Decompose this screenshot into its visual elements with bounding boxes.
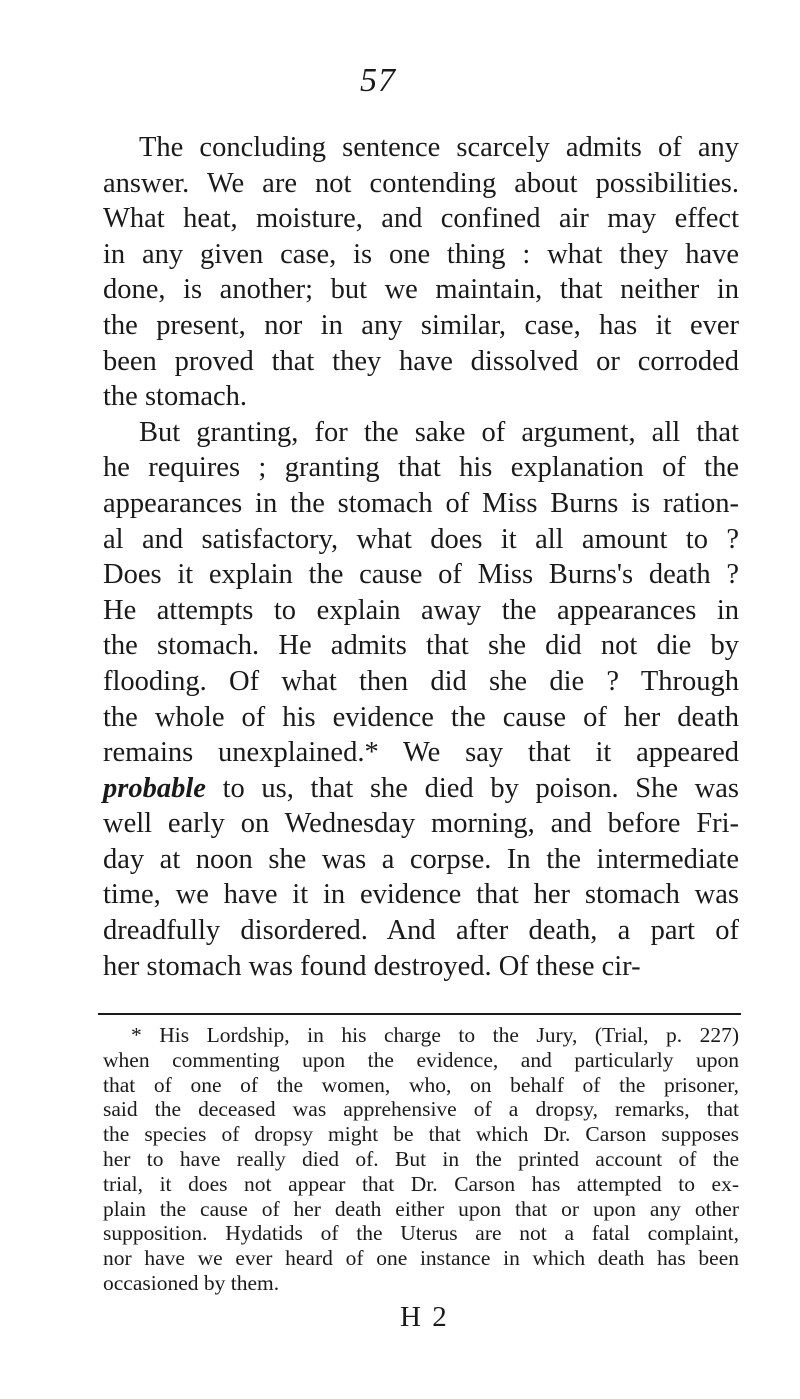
body-line: done, is another; but we maintain, that neither in (103, 274, 739, 306)
body-line: remains unexplained.* We say that it appeared (103, 737, 739, 769)
page-number: 57 (360, 62, 396, 99)
body-line: time, we have it in evidence that her stomach was (103, 879, 739, 911)
body-line: the present, nor in any similar, case, has it ever (103, 309, 739, 341)
body-text (103, 130, 739, 984)
body-line: day at noon she was a corpse. In the intermediate (103, 843, 739, 875)
body-line: her stomach was found destroyed. Of these cir- (103, 950, 641, 982)
footnote-divider (98, 1013, 741, 1015)
body-line: been proved that they have dissolved or corroded (103, 345, 739, 377)
body-line: What heat, moisture, and confined air may effect (103, 203, 739, 235)
body-line: well early on Wednesday morning, and before Fri- (103, 808, 739, 840)
body-line: But granting, for the sake of argument, all that (139, 416, 739, 448)
footnote-line: that of one of the women, who, on behalf of the prisoner, (103, 1072, 739, 1097)
footnote-line: the species of dropsy might be that which Dr. Carson supposes (103, 1122, 739, 1147)
emphasis-probable: probable (103, 772, 206, 804)
body-line: The concluding sentence scarcely admits of any (139, 132, 739, 163)
body-line: he requires ; granting that his explanation of the (103, 452, 739, 484)
body-line: in any given case, is one thing : what they have (103, 238, 739, 270)
signature-mark: H 2 (400, 1301, 449, 1333)
footnote-line: her to have really died of. But in the printed account of the (103, 1146, 739, 1171)
footnote-line: occasioned by them. (103, 1270, 280, 1295)
body-line: al and satisfactory, what does it all amount to ? (103, 523, 739, 555)
footnote-line: when commenting upon the evidence, and particularly upon (103, 1047, 739, 1072)
body-line: answer. We are not contending about possibilities. (103, 167, 739, 199)
body-line-rest: to us, that she died by poison. She was (222, 772, 740, 804)
body-line: He attempts to explain away the appearances in (103, 594, 739, 626)
footnote-line: trial, it does not appear that Dr. Carson has attempted to ex- (103, 1171, 739, 1196)
body-line: the stomach. (103, 381, 248, 413)
footnote-line: said the deceased was apprehensive of a dropsy, remarks, that (103, 1097, 739, 1122)
footnote-line: nor have we ever heard of one instance in which death has been (103, 1246, 739, 1271)
body-line: Does it explain the cause of Miss Burns's death ? (103, 559, 739, 591)
body-line: the whole of his evidence the cause of her death (103, 701, 739, 733)
body-line-with-emphasis (103, 771, 739, 807)
body-line: the stomach. He admits that she did not die by (103, 630, 739, 662)
body-line: appearances in the stomach of Miss Burns is ration- (103, 487, 739, 519)
footnote-line: plain the cause of her death either upon that or upon any other (103, 1196, 739, 1221)
footnote-line: supposition. Hydatids of the Uterus are not a fatal complaint, (103, 1221, 739, 1246)
footnote-line: * His Lordship, in his charge to the Jury, (Trial, p. 227) (131, 1023, 739, 1047)
body-line: flooding. Of what then did she die ? Through (103, 665, 739, 697)
body-line: dreadfully disordered. And after death, a part of (103, 915, 739, 947)
footnote (103, 1023, 739, 1296)
